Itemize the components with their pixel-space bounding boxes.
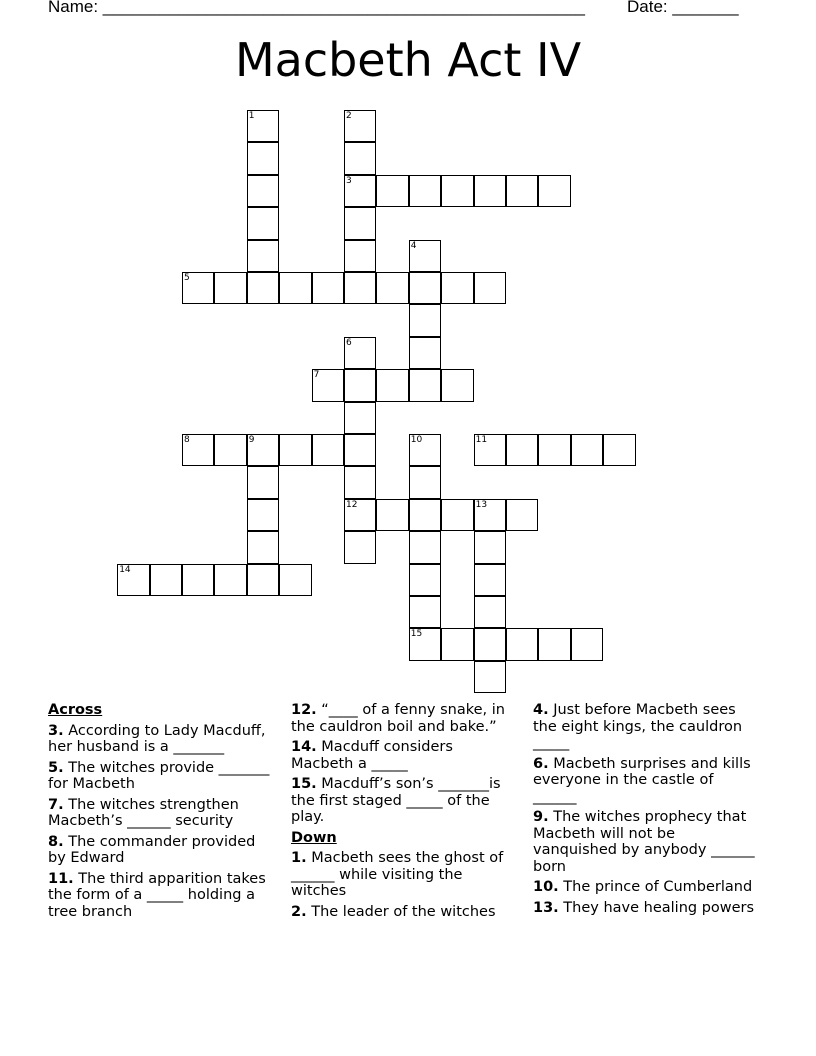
clue-number: 15. <box>291 776 317 792</box>
crossword-cell[interactable] <box>214 272 246 304</box>
crossword-cell[interactable] <box>344 142 376 174</box>
cell-number: 6 <box>346 337 352 348</box>
clue-number: 6. <box>533 755 549 772</box>
crossword-cell[interactable] <box>376 272 408 304</box>
clue-number: 14. <box>291 739 317 755</box>
crossword-cell[interactable] <box>344 531 376 563</box>
crossword-cell[interactable] <box>247 240 279 272</box>
clue-text: Macbeth surprises and kills everyone in the castle of ______ <box>533 755 751 805</box>
clue-text: The prince of Cumberland <box>558 879 753 895</box>
clue-text: They have healing powers <box>558 899 755 916</box>
crossword-cell[interactable] <box>506 499 538 531</box>
crossword-cell[interactable] <box>344 175 376 207</box>
clue-number: 4. <box>533 702 549 718</box>
crossword-cell[interactable] <box>279 564 311 596</box>
clue-item <box>291 739 516 772</box>
down-heading: Down <box>291 829 337 846</box>
cell-number: 11 <box>475 435 488 445</box>
crossword-cell[interactable] <box>344 434 376 466</box>
crossword-cell[interactable] <box>474 272 506 304</box>
clue-number: 1. <box>291 850 307 866</box>
clue-item <box>533 900 758 917</box>
crossword-cell[interactable] <box>344 369 376 401</box>
crossword-cell[interactable] <box>474 531 506 563</box>
crossword-cell[interactable] <box>247 466 279 498</box>
cell-number: 15 <box>410 629 423 640</box>
crossword-cell[interactable] <box>409 240 441 272</box>
crossword-cell[interactable] <box>247 207 279 239</box>
crossword-cell[interactable] <box>441 628 473 660</box>
name-field[interactable]: Name: ___________________________________________________ <box>48 0 585 16</box>
clue-number: 3. <box>48 722 64 739</box>
crossword-cell[interactable] <box>247 272 279 304</box>
crossword-cell[interactable] <box>409 434 441 466</box>
crossword-cell[interactable] <box>409 337 441 369</box>
crossword-cell[interactable] <box>571 434 603 466</box>
clue-text: The witches prophecy that Macbeth will not be vanquished by anybody ______ born <box>533 809 755 875</box>
clue-column-1 <box>48 702 273 924</box>
cell-number: 12 <box>346 499 358 510</box>
crossword-cell[interactable] <box>474 628 506 660</box>
clue-item <box>48 723 273 756</box>
crossword-cell[interactable] <box>182 564 214 596</box>
crossword-cell[interactable] <box>344 499 376 531</box>
crossword-cell[interactable] <box>247 175 279 207</box>
crossword-cell[interactable] <box>312 272 344 304</box>
clue-text: The commander provided by Edward <box>48 833 256 866</box>
clue-item <box>533 756 758 806</box>
crossword-cell[interactable] <box>474 434 506 466</box>
crossword-cell[interactable] <box>506 434 538 466</box>
crossword-cell[interactable] <box>538 628 570 660</box>
crossword-cell[interactable] <box>409 369 441 401</box>
cell-number: 8 <box>184 435 190 445</box>
crossword-cell[interactable] <box>441 175 473 207</box>
crossword-cell[interactable] <box>247 142 279 174</box>
crossword-cell[interactable] <box>409 466 441 498</box>
cell-number: 7 <box>313 370 320 381</box>
crossword-cell[interactable] <box>376 499 408 531</box>
cell-number: 2 <box>346 111 352 121</box>
clue-number: 10. <box>533 879 559 895</box>
page-title: Macbeth Act IV <box>234 33 582 87</box>
cell-number: 3 <box>346 175 352 186</box>
crossword-cell[interactable] <box>182 434 214 466</box>
crossword-cell[interactable] <box>409 564 441 596</box>
cell-number: 9 <box>248 435 255 445</box>
crossword-cell[interactable] <box>409 628 441 660</box>
clue-column-2 <box>291 702 516 924</box>
clue-item <box>291 776 516 826</box>
crossword-cell[interactable] <box>474 564 506 596</box>
crossword-cell[interactable] <box>247 499 279 531</box>
clue-item <box>533 879 758 896</box>
crossword-cell[interactable] <box>441 369 473 401</box>
clue-text: Macduff considers Macbeth a _____ <box>291 739 453 772</box>
cell-number: 1 <box>248 111 255 121</box>
crossword-cell[interactable] <box>312 369 344 401</box>
crossword-cell[interactable] <box>117 564 149 596</box>
crossword-cell[interactable] <box>474 596 506 628</box>
crossword-cell[interactable] <box>409 499 441 531</box>
date-field[interactable]: Date: _______ <box>627 0 739 16</box>
cell-number: 13 <box>475 499 488 510</box>
clue-number: 13. <box>533 899 559 916</box>
crossword-cell[interactable] <box>409 596 441 628</box>
crossword-cell[interactable] <box>344 337 376 369</box>
crossword-cell[interactable] <box>376 369 408 401</box>
clue-item <box>291 904 516 921</box>
crossword-cell[interactable] <box>214 434 246 466</box>
clue-text: The leader of the witches <box>306 903 496 920</box>
crossword-cell[interactable] <box>247 531 279 563</box>
crossword-cell[interactable] <box>312 434 344 466</box>
clue-item <box>533 702 758 752</box>
clue-text: The witches provide _______ for Macbeth <box>48 759 270 792</box>
clue-text: Macbeth sees the ghost of ______ while visiting the witches <box>291 850 504 899</box>
crossword-cell[interactable] <box>214 564 246 596</box>
clue-column-3 <box>533 702 758 920</box>
clue-text: According to Lady Macduff, her husband is a _______ <box>48 722 266 755</box>
clue-item <box>48 834 273 867</box>
across-heading: Across <box>48 702 103 718</box>
crossword-cell[interactable] <box>247 434 279 466</box>
crossword-cell[interactable] <box>409 304 441 336</box>
crossword-cell[interactable] <box>538 175 570 207</box>
crossword-cell[interactable] <box>409 175 441 207</box>
clue-number: 9. <box>533 809 549 825</box>
clue-item <box>291 702 516 735</box>
crossword-cell[interactable] <box>441 499 473 531</box>
clue-number: 7. <box>48 796 64 813</box>
crossword-cell[interactable] <box>344 240 376 272</box>
crossword-cell[interactable] <box>538 434 570 466</box>
clue-item <box>291 850 516 900</box>
clue-item <box>48 760 273 793</box>
clue-number: 11. <box>48 870 74 887</box>
crossword-cell[interactable] <box>409 531 441 563</box>
crossword-cell[interactable] <box>506 175 538 207</box>
clue-number: 12. <box>291 702 317 718</box>
crossword-cell[interactable] <box>474 499 506 531</box>
clue-number: 8. <box>48 833 64 850</box>
crossword-cell[interactable] <box>506 628 538 660</box>
clue-item <box>48 797 273 830</box>
crossword-cell[interactable] <box>344 110 376 142</box>
crossword-cell[interactable] <box>247 564 279 596</box>
cell-number: 5 <box>184 273 190 283</box>
cell-number: 4 <box>410 240 417 251</box>
crossword-cell[interactable] <box>279 272 311 304</box>
crossword-cell[interactable] <box>279 434 311 466</box>
crossword-cell[interactable] <box>344 402 376 434</box>
crossword-cell[interactable] <box>344 466 376 498</box>
clue-text: The witches strengthen Macbeth’s ______ security <box>48 796 239 829</box>
crossword-cell[interactable] <box>474 661 506 693</box>
clue-number: 5. <box>48 759 64 776</box>
crossword-cell[interactable] <box>247 110 279 142</box>
crossword-cell[interactable] <box>474 175 506 207</box>
crossword-cell[interactable] <box>150 564 182 596</box>
clue-text: The third apparition takes the form of a _____ holding a tree branch <box>48 870 266 920</box>
clue-item <box>48 871 273 921</box>
clue-text: “____ of a fenny snake, in the cauldron boil and bake.” <box>291 702 505 735</box>
crossword-cell[interactable] <box>344 207 376 239</box>
crossword-cell[interactable] <box>344 272 376 304</box>
crossword-cell[interactable] <box>571 628 603 660</box>
crossword-cell[interactable] <box>376 175 408 207</box>
clue-text: Macduff’s son’s _______is the first staged _____ of the play. <box>291 776 501 825</box>
clue-number: 2. <box>291 903 307 920</box>
crossword-cell[interactable] <box>182 272 214 304</box>
cell-number: 10 <box>410 435 423 445</box>
clue-item <box>533 809 758 875</box>
cell-number: 14 <box>119 564 131 575</box>
crossword-cell[interactable] <box>409 272 441 304</box>
crossword-cell[interactable] <box>603 434 635 466</box>
crossword-cell[interactable] <box>441 272 473 304</box>
clue-text: Just before Macbeth sees the eight kings, the cauldron _____ <box>533 702 743 751</box>
